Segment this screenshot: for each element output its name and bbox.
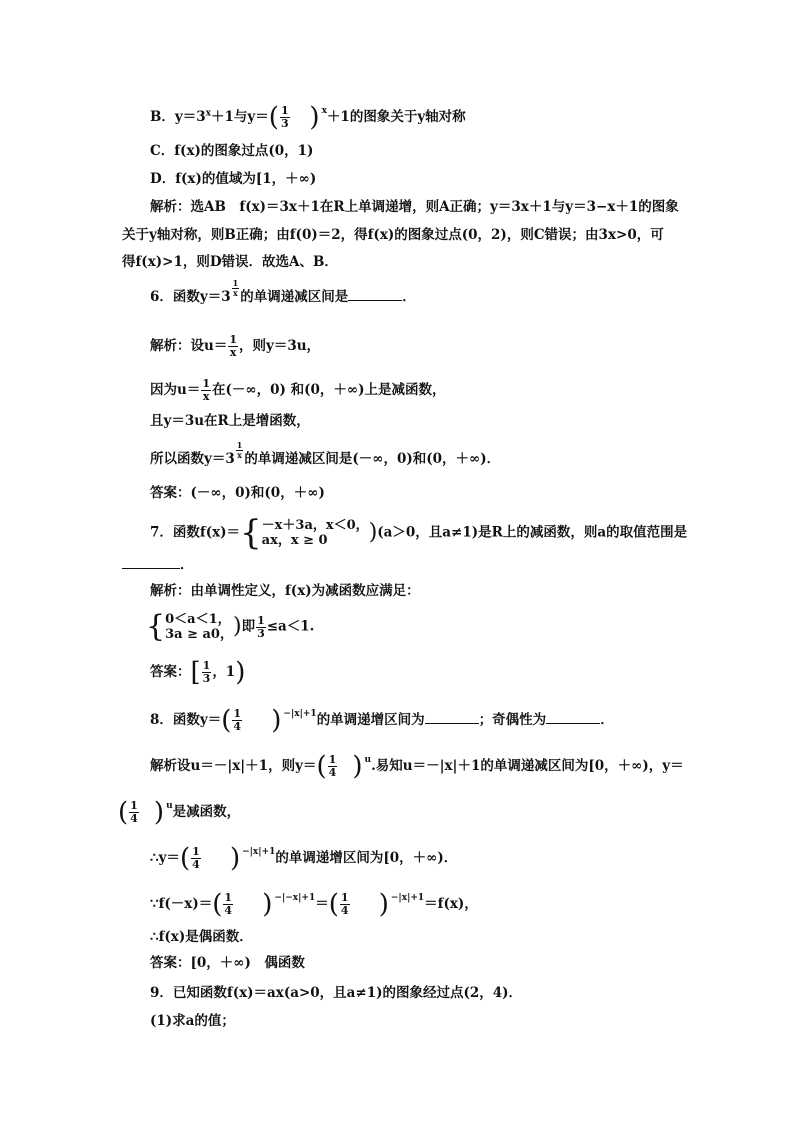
denominator: x xyxy=(229,346,237,359)
exponent: x xyxy=(205,108,212,119)
solution-5-line-1: 解析：选AB f(x)＝3x＋1在R上单调递增，则A正确；y＝3x＋1与y＝3−x＋1的图象 xyxy=(150,199,679,215)
text: 答案： xyxy=(150,664,191,680)
fraction-one-third xyxy=(202,660,212,685)
numerator: 1 xyxy=(202,377,210,390)
text: ＋1与y＝ xyxy=(211,109,269,125)
bracket-left: [ xyxy=(190,657,201,688)
numerator: 1 xyxy=(232,278,239,288)
numerator: 1 xyxy=(224,891,233,904)
exponent: −|x|+1 xyxy=(390,893,425,903)
numerator: 1 xyxy=(340,891,349,904)
case-1: 0＜a＜1， xyxy=(165,612,231,627)
fraction-one-third xyxy=(280,105,290,130)
brace-left: { xyxy=(240,513,262,553)
text: (a＞0，且a≠1)是R上的减函数，则a的取值范围是 xyxy=(377,524,688,541)
solution-7-line-2 xyxy=(146,609,315,644)
fraction-one-quarter xyxy=(223,892,233,917)
paren-right: ) xyxy=(235,657,246,688)
denominator: x xyxy=(233,288,238,298)
numerator: 1 xyxy=(236,440,243,450)
case-2: 3a ≥ a0， xyxy=(165,627,233,642)
numerator: 1 xyxy=(257,613,265,627)
paren-left: ( xyxy=(118,797,129,828)
solution-8-line-2 xyxy=(118,797,241,828)
text: 的单调递减区间是(－∞，0)和(0，＋∞)． xyxy=(244,451,501,467)
piecewise-cases xyxy=(262,518,369,548)
option-c: C．f(x)的图象过点(0，1) xyxy=(150,143,314,159)
denominator: 4 xyxy=(192,858,200,871)
denominator: 4 xyxy=(224,904,233,917)
exponent: −|x|+1 xyxy=(283,709,317,719)
text: 所以函数y＝3 xyxy=(150,451,235,467)
solution-5-line-2: 关于y轴对称，则B正确；由f(0)＝2，得f(x)的图象过点(0，2)，则C错误；由3x>0，可 xyxy=(122,227,664,243)
text: 的单调递增区间为[0，＋∞)． xyxy=(275,850,458,866)
solution-8-line-1 xyxy=(150,751,684,782)
fraction-one-quarter xyxy=(129,800,139,825)
answer-blank xyxy=(348,288,402,301)
text: 因为u＝ xyxy=(150,382,201,398)
text: ∵f(－x)＝ xyxy=(150,896,213,912)
text: ＝ xyxy=(315,896,329,912)
text: ． xyxy=(402,289,416,305)
paren-left: ( xyxy=(316,751,327,782)
denominator: 4 xyxy=(130,812,138,825)
text: 7．函数f(x)＝ xyxy=(150,524,241,541)
answer-blank xyxy=(546,711,600,724)
paren-left: ( xyxy=(328,889,339,920)
numerator: 1 xyxy=(202,659,211,672)
paren-right: ) xyxy=(232,614,242,639)
denominator: 4 xyxy=(233,720,242,733)
exponent: −|x|+1 xyxy=(242,847,276,857)
fraction-one-third xyxy=(256,615,266,640)
text: ＝f(x)， xyxy=(424,896,478,912)
paren-right: ) xyxy=(229,843,241,874)
exponent: u xyxy=(364,755,372,765)
paren-right: ) xyxy=(352,751,363,782)
numerator: 1 xyxy=(280,104,289,117)
text: ，1 xyxy=(212,664,236,680)
question-9: 9．已知函数f(x)＝ax(a>0，且a≠1)的图象经过点(2，4)． xyxy=(150,985,523,1001)
numerator: 1 xyxy=(192,845,200,858)
question-9-part-1: (1)求a的值； xyxy=(150,1013,235,1029)
text: ． xyxy=(600,712,614,728)
fraction-one-over-x xyxy=(228,334,238,359)
condition-cases xyxy=(165,612,233,642)
text: .易知u＝－|x|＋1的单调递减区间为[0，＋∞)，y＝ xyxy=(371,758,684,774)
numerator: 1 xyxy=(130,799,138,812)
option-b xyxy=(150,102,466,133)
text: ∴y＝ xyxy=(150,850,180,866)
denominator: x xyxy=(202,390,210,403)
denominator: 3 xyxy=(202,672,211,685)
solution-8-line-5: ∴f(x)是偶函数． xyxy=(150,929,253,945)
denominator: 4 xyxy=(340,904,349,917)
fraction-one-quarter xyxy=(191,846,201,871)
question-8 xyxy=(150,705,614,736)
solution-6-line-1 xyxy=(150,334,320,359)
text: 即 xyxy=(241,618,256,635)
paren-right: ) xyxy=(368,520,378,545)
paren-right: ) xyxy=(271,705,282,736)
paren-right: ) xyxy=(153,797,165,828)
question-7 xyxy=(150,513,688,553)
paren-right: ) xyxy=(262,889,273,920)
solution-6-line-3: 且y＝3u在R上是增函数， xyxy=(150,413,310,429)
question-6 xyxy=(150,278,416,307)
text: ≤a＜1. xyxy=(266,618,315,635)
question-7-blank-line xyxy=(122,556,194,574)
solution-6-line-2 xyxy=(150,378,446,403)
numerator: 1 xyxy=(229,333,237,346)
case-2: ax，x ≥ 0 xyxy=(261,533,328,548)
solution-6-line-4 xyxy=(150,440,501,469)
paren-left: ( xyxy=(268,102,279,133)
fraction-one-quarter xyxy=(328,754,338,779)
text: 在(－∞，0) 和(0，＋∞)上是减函数， xyxy=(211,382,446,398)
numerator: 1 xyxy=(233,707,242,720)
denominator: 3 xyxy=(257,626,265,640)
answer-blank xyxy=(425,711,479,724)
text: 解析：设u＝ xyxy=(150,338,228,354)
text: 的单调递减区间是 xyxy=(240,289,349,305)
fraction-one-over-x xyxy=(201,378,211,403)
fraction-one-quarter xyxy=(340,892,350,917)
case-1: －x＋3a，x＜0， xyxy=(261,518,369,533)
text: 是减函数， xyxy=(172,804,241,820)
paren-left: ( xyxy=(212,889,223,920)
exponent: −|−x|+1 xyxy=(274,893,316,903)
paren-right: ) xyxy=(378,889,389,920)
exponent: x xyxy=(321,106,327,116)
denominator: 4 xyxy=(328,766,337,779)
exponent-fraction xyxy=(232,279,240,298)
numerator: 1 xyxy=(328,753,337,766)
text: ＋1的图象关于y轴对称 xyxy=(326,109,466,125)
exponent-fraction xyxy=(236,441,244,460)
paren-left: ( xyxy=(179,843,191,874)
exponent: u xyxy=(166,801,173,811)
denominator: x xyxy=(237,450,242,460)
text: 6．函数y＝3 xyxy=(150,289,231,305)
answer-8: 答案：[0，＋∞) 偶函数 xyxy=(150,955,305,971)
solution-7-line-1: 解析：由单调性定义，f(x)为减函数应满足： xyxy=(150,583,420,599)
brace-left: { xyxy=(146,609,166,644)
paren-right: ) xyxy=(309,102,320,133)
answer-6: 答案：(－∞，0)和(0，＋∞) xyxy=(150,485,325,501)
solution-5-line-3: 得f(x)>1，则D错误．故选A、B． xyxy=(122,254,338,270)
text: ；奇偶性为 xyxy=(478,712,547,728)
text: B．y＝3 xyxy=(150,109,206,125)
option-d: D．f(x)的值域为[1，＋∞) xyxy=(150,171,317,187)
solution-8-line-4 xyxy=(150,889,478,920)
paren-left: ( xyxy=(221,705,232,736)
text: 解析设u＝－|x|＋1，则y＝ xyxy=(150,758,317,774)
denominator: 3 xyxy=(280,117,289,130)
text: ，则y＝3u， xyxy=(238,338,321,354)
solution-8-line-3 xyxy=(150,843,458,874)
text: 8．函数y＝ xyxy=(150,712,222,728)
answer-blank xyxy=(122,556,180,569)
text: 的单调递增区间为 xyxy=(316,712,425,728)
answer-7 xyxy=(150,657,246,688)
fraction-one-quarter xyxy=(232,708,242,733)
text: ． xyxy=(180,557,194,573)
